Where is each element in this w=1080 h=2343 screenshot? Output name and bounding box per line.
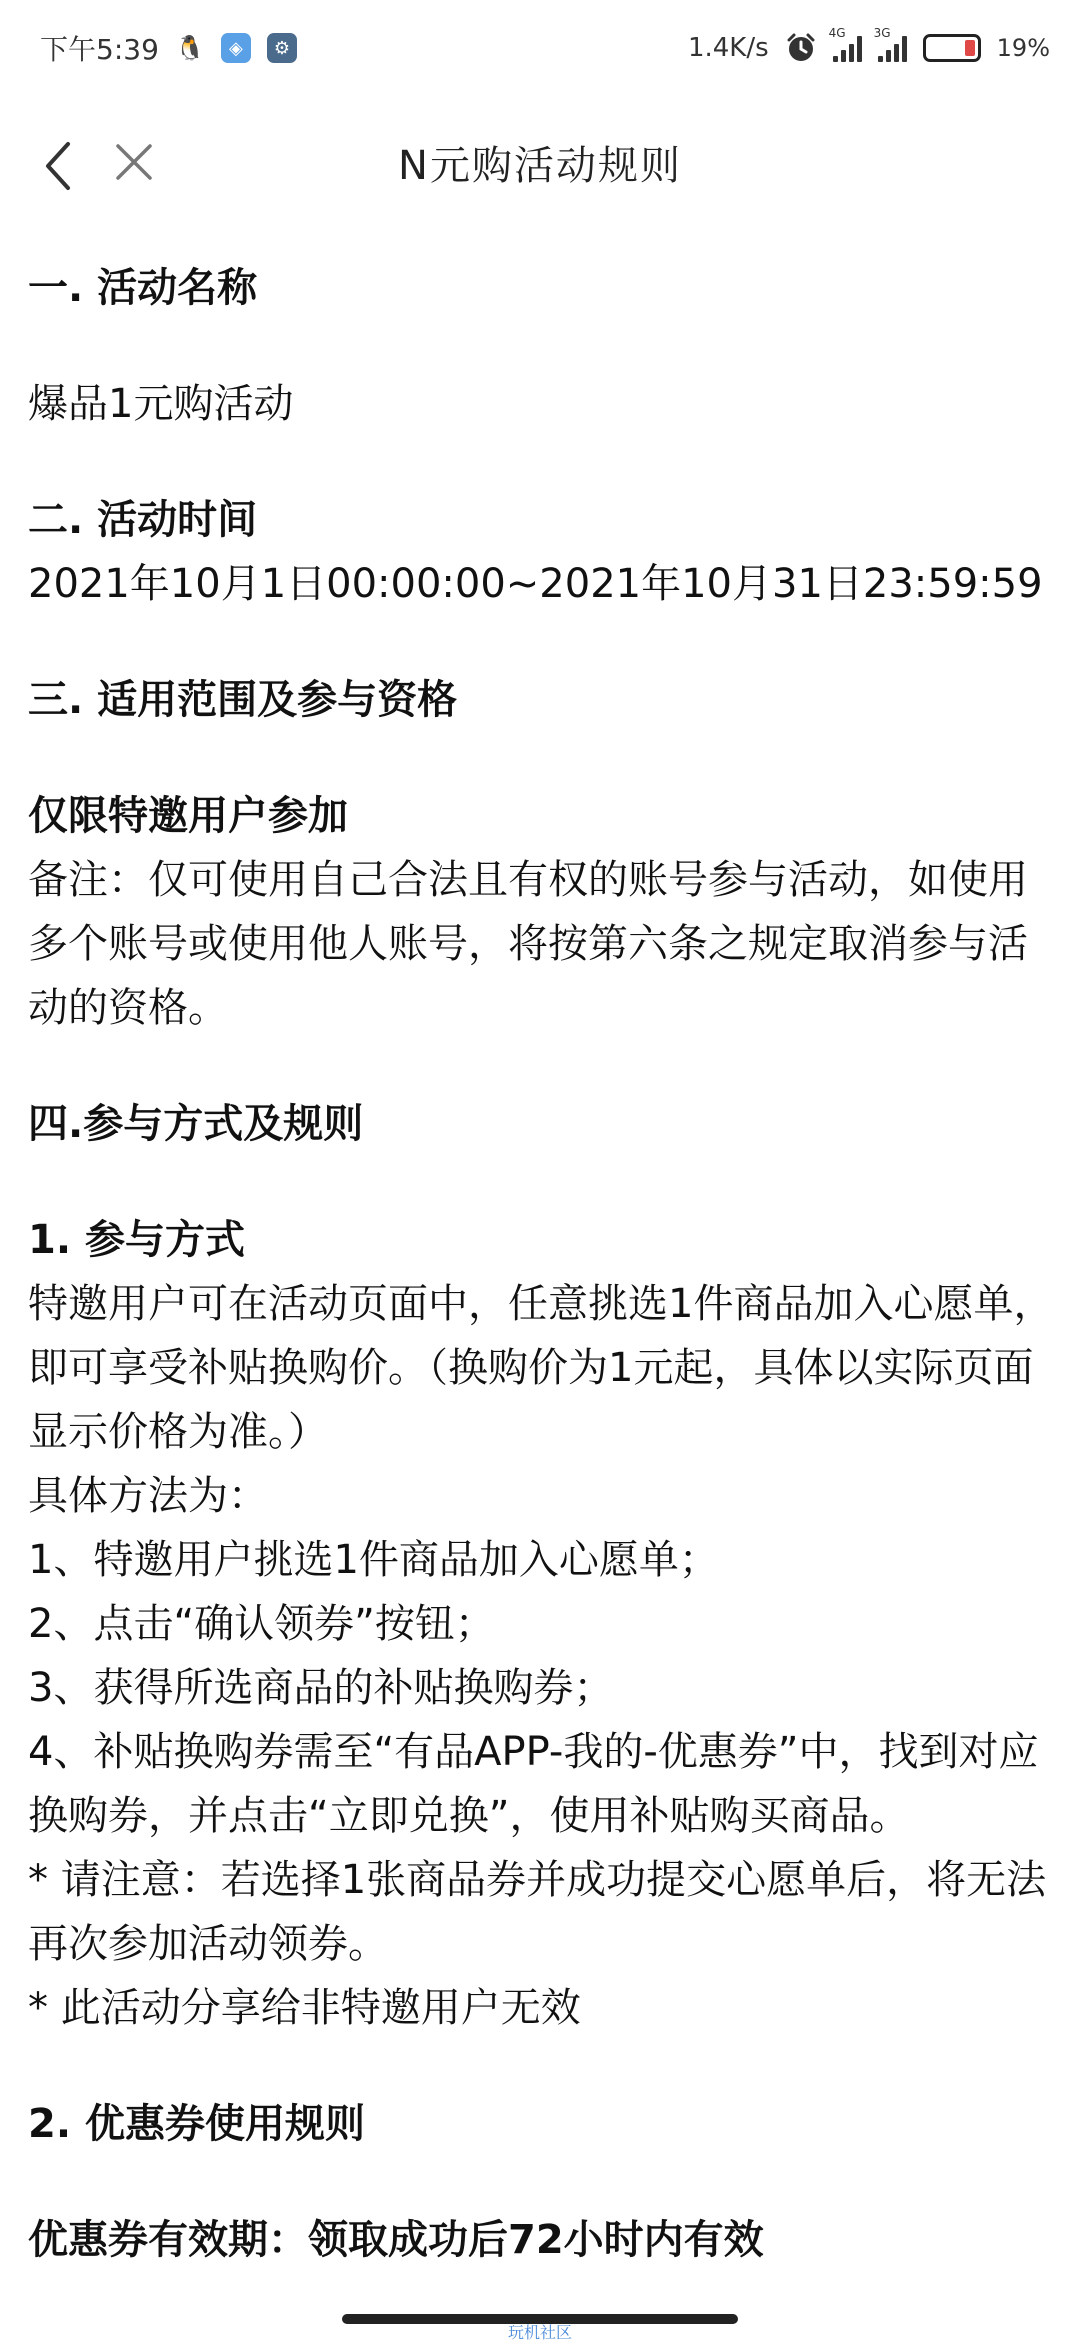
signal-type-label: 4G — [828, 26, 846, 40]
section-text: 2021年10月1日00:00:00~2021年10月31日23:59:59 — [28, 561, 1043, 607]
section-text: 备注：仅可使用自己合法且有权的账号参与活动，如使用多个账号或使用他人账号，将按第六条之规定取消参与活动的资格。 — [28, 857, 1028, 1031]
section-text: 爆品1元购活动 — [28, 381, 294, 427]
note-text: * 请注意：若选择1张商品券并成功提交心愿单后，将无法再次参加活动领券。 — [28, 1857, 1047, 1967]
page-title: N元购活动规则 — [398, 143, 682, 189]
section-heading: 四.参与方式及规则 — [28, 1101, 364, 1147]
rules-content — [28, 236, 1058, 2296]
section-heading: 二. 活动时间 — [28, 497, 258, 543]
alarm-icon — [785, 32, 817, 64]
status-right — [687, 26, 1050, 64]
subsection-heading: 1. 参与方式 — [28, 1217, 245, 1263]
battery-icon — [923, 34, 981, 62]
note-text: * 此活动分享给非特邀用户无效 — [28, 1985, 581, 2031]
section-heading: 一. 活动名称 — [28, 265, 258, 311]
qq-icon: 🐧 — [174, 34, 205, 62]
navigation-bar — [0, 96, 1080, 236]
signal-type-label: 3G — [873, 26, 891, 40]
status-bar — [0, 0, 1080, 96]
subsection-heading: 仅限特邀用户参加 — [28, 793, 348, 839]
section-text: 具体方法为： — [28, 1473, 268, 1519]
list-item: 2、点击“确认领券”按钮； — [28, 1601, 495, 1647]
network-speed: 1.4K/s — [687, 33, 769, 63]
list-item: 3、获得所选商品的补贴换购券； — [28, 1665, 614, 1711]
list-item: 4、补贴换购券需至“有品APP-我的-优惠券”中，找到对应换购券，并点击“立即兑换”，使用补贴购买商品。 — [28, 1729, 1039, 1839]
section-text: 特邀用户可在活动页面中，任意挑选1件商品加入心愿单，即可享受补贴换购价。（换购价为1元起，具体以实际页面显示价格为准。） — [28, 1281, 1054, 1455]
signal-icon — [828, 26, 862, 62]
subsection-heading: 2. 优惠券使用规则 — [28, 2101, 365, 2147]
list-item: 1、特邀用户挑选1件商品加入心愿单； — [28, 1537, 719, 1583]
shield-app-icon: ◈ — [221, 33, 251, 63]
battery-percent: 19% — [996, 34, 1050, 62]
section-heading: 三. 适用范围及参与资格 — [28, 677, 458, 723]
settings-app-icon: ⚙ — [267, 33, 297, 63]
signal-icon — [873, 26, 907, 62]
status-time: 下午5:39 — [40, 33, 159, 66]
watermark: 玩机社区 — [507, 2323, 572, 2342]
section-text: 优惠券有效期：领取成功后72小时内有效 — [28, 2217, 764, 2263]
status-left — [40, 28, 297, 68]
